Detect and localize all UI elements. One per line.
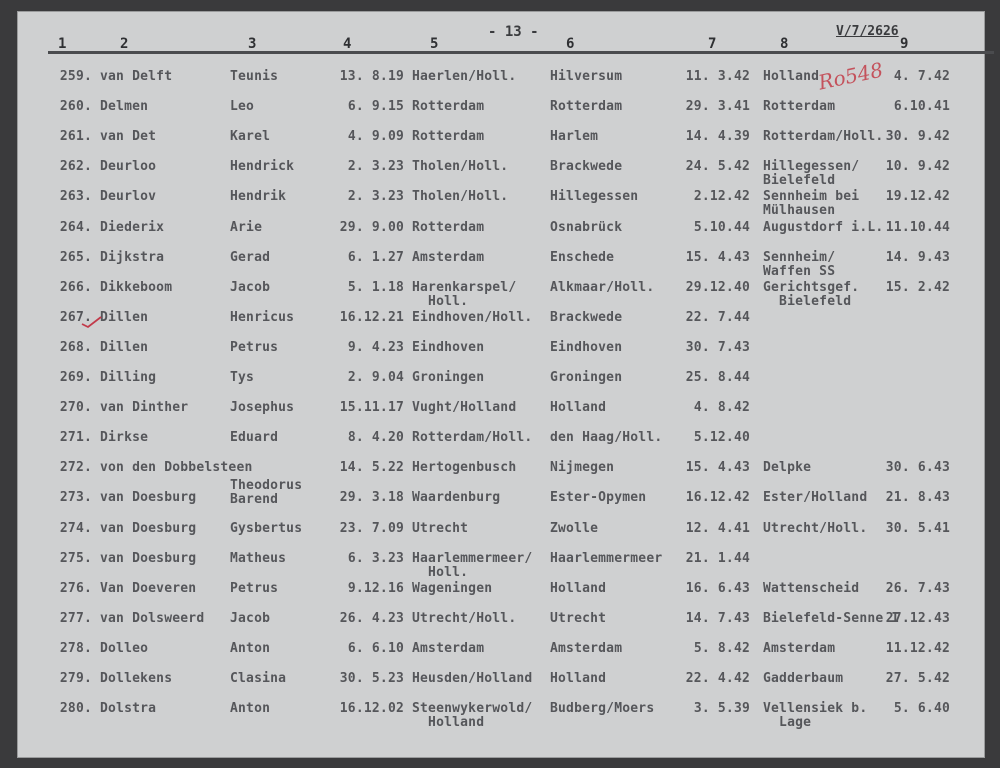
cell-date-out: 5. 6.40	[893, 701, 950, 716]
header-rule	[48, 51, 994, 54]
cell-birthplace: Heusden/Holland	[412, 671, 533, 686]
cell-no: 276.	[59, 581, 92, 596]
cell-residence: Osnabrück	[550, 220, 623, 235]
cell-residence: Holland	[550, 400, 607, 415]
cell-birth: 9.12.16	[347, 581, 404, 596]
cell-first: Jacob	[230, 611, 271, 626]
cell-birth: 6. 6.10	[347, 641, 404, 656]
cell-residence: Brackwede	[550, 159, 623, 174]
cell-date-out: 19.12.42	[885, 189, 950, 204]
cell-birthplace: Utrecht	[412, 521, 469, 536]
cell-no: 263.	[59, 189, 92, 204]
cell-surname: Dijkstra	[100, 250, 165, 265]
cell-first: Anton	[230, 701, 271, 716]
cell-dest: Wattenscheid	[763, 581, 860, 596]
cell-surname: Van Doeveren	[100, 581, 197, 596]
cell-surname: Deurloo	[100, 159, 157, 174]
cell-date-out: 11.12.42	[885, 641, 950, 656]
cell-surname: Dolleo	[100, 641, 149, 656]
column-number-4: 4	[343, 36, 352, 52]
cell-dest: Bielefeld-Senne I	[763, 611, 900, 626]
cell-date-out: 15. 2.42	[885, 280, 950, 295]
cell-no: 278.	[59, 641, 92, 656]
cell-first: Jacob	[230, 280, 271, 295]
document-reference: V/7/2626	[836, 24, 899, 39]
cell-surname: van Delft	[100, 69, 173, 84]
handwritten-annotation: Ro548	[816, 57, 886, 95]
cell-residence: Rotterdam	[550, 99, 623, 114]
cell-date-in: 29.12.40	[685, 280, 750, 295]
cell-dest: Gadderbaum	[763, 671, 844, 686]
cell-date-in: 29. 3.41	[685, 99, 750, 114]
cell-date-in: 2.12.42	[693, 189, 750, 204]
cell-surname: Dirkse	[100, 430, 149, 445]
cell-no: 270.	[59, 400, 92, 415]
cell-dest: Holland	[763, 69, 820, 84]
cell-residence: den Haag/Holl.	[550, 430, 663, 445]
cell-birth: 30. 5.23	[339, 671, 404, 686]
page-number: - 13 -	[488, 24, 539, 40]
cell-birth: 5. 1.18	[347, 280, 404, 295]
cell-date-in: 3. 5.39	[693, 701, 750, 716]
cell-no: 272.	[59, 460, 92, 475]
cell-surname: von den Dobbelsteen	[100, 460, 253, 475]
cell-residence: Haarlemmermeer	[550, 551, 663, 566]
cell-date-in: 16. 6.43	[685, 581, 750, 596]
cell-residence: Harlem	[550, 129, 599, 144]
cell-date-in: 4. 8.42	[693, 400, 750, 415]
column-number-1: 1	[58, 36, 67, 52]
cell-dest: Gerichtsgef. Bielefeld	[763, 280, 860, 309]
cell-no: 266.	[59, 280, 92, 295]
cell-birth: 6. 9.15	[347, 99, 404, 114]
cell-first: Hendrick	[230, 159, 295, 174]
cell-no: 268.	[59, 340, 92, 355]
cell-date-in: 22. 7.44	[685, 310, 750, 325]
cell-date-out: 10. 9.42	[885, 159, 950, 174]
cell-first: Petrus	[230, 581, 279, 596]
cell-dest: Hillegessen/ Bielefeld	[763, 159, 860, 188]
cell-birth: 16.12.21	[339, 310, 404, 325]
column-number-3: 3	[248, 36, 257, 52]
cell-surname: Delmen	[100, 99, 149, 114]
cell-date-out: 30. 6.43	[885, 460, 950, 475]
cell-birth: 2. 9.04	[347, 370, 404, 385]
cell-no: 264.	[59, 220, 92, 235]
cell-first: Eduard	[230, 430, 279, 445]
cell-date-in: 14. 7.43	[685, 611, 750, 626]
cell-date-in: 24. 5.42	[685, 159, 750, 174]
cell-no: 275.	[59, 551, 92, 566]
column-number-7: 7	[708, 36, 717, 52]
cell-birth: 14. 5.22	[339, 460, 404, 475]
cell-birth: 16.12.02	[339, 701, 404, 716]
cell-surname: Diederix	[100, 220, 165, 235]
column-number-2: 2	[120, 36, 129, 52]
cell-birthplace: Groningen	[412, 370, 485, 385]
cell-birth: 2. 3.23	[347, 159, 404, 174]
cell-birth: 2. 3.23	[347, 189, 404, 204]
cell-birth: 29. 9.00	[339, 220, 404, 235]
cell-first: Leo	[230, 99, 255, 114]
cell-birthplace: Tholen/Holl.	[412, 159, 509, 174]
cell-date-in: 15. 4.43	[685, 250, 750, 265]
cell-birthplace: Amsterdam	[412, 250, 485, 265]
cell-residence: Hillegessen	[550, 189, 639, 204]
cell-residence: Nijmegen	[550, 460, 615, 475]
cell-surname: van Doesburg	[100, 551, 197, 566]
cell-date-out: 27.12.43	[885, 611, 950, 626]
cell-date-out: 26. 7.43	[885, 581, 950, 596]
cell-first: Arie	[230, 220, 263, 235]
cell-date-in: 5. 8.42	[693, 641, 750, 656]
cell-date-in: 30. 7.43	[685, 340, 750, 355]
cell-dest: Sennheim/ Waffen SS	[763, 250, 836, 279]
cell-birthplace: Hertogenbusch	[412, 460, 517, 475]
cell-first: Hendrik	[230, 189, 287, 204]
cell-residence: Zwolle	[550, 521, 599, 536]
cell-birth: 8. 4.20	[347, 430, 404, 445]
cell-birthplace: Wageningen	[412, 581, 493, 596]
cell-dest: Rotterdam/Holl.	[763, 129, 884, 144]
cell-dest: Delpke	[763, 460, 812, 475]
cell-birthplace: Tholen/Holl.	[412, 189, 509, 204]
cell-surname: Dilling	[100, 370, 157, 385]
cell-first: Gysbertus	[230, 521, 303, 536]
column-number-6: 6	[566, 36, 575, 52]
cell-birth: 13. 8.19	[339, 69, 404, 84]
cell-birth: 6. 1.27	[347, 250, 404, 265]
cell-surname: Dolstra	[100, 701, 157, 716]
cell-birthplace: Harenkarspel/ Holl.	[412, 280, 517, 309]
cell-date-out: 21. 8.43	[885, 490, 950, 505]
cell-dest: Amsterdam	[763, 641, 836, 656]
cell-no: 260.	[59, 99, 92, 114]
cell-date-in: 11. 3.42	[685, 69, 750, 84]
cell-residence: Ester-Opymen	[550, 490, 647, 505]
cell-first: Gerad	[230, 250, 271, 265]
cell-birthplace: Rotterdam/Holl.	[412, 430, 533, 445]
cell-residence: Budberg/Moers	[550, 701, 655, 716]
column-number-9: 9	[900, 36, 909, 52]
cell-birthplace: Steenwykerwold/ Holland	[412, 701, 533, 730]
cell-date-in: 14. 4.39	[685, 129, 750, 144]
cell-no: 262.	[59, 159, 92, 174]
cell-birth: 29. 3.18	[339, 490, 404, 505]
cell-dest: Vellensiek b. Lage	[763, 701, 868, 730]
cell-surname: Dillen	[100, 340, 149, 355]
document-page	[18, 12, 984, 757]
cell-date-in: 5.12.40	[693, 430, 750, 445]
column-number-8: 8	[780, 36, 789, 52]
cell-birthplace: Haarlemmermeer/ Holl.	[412, 551, 533, 580]
cell-surname: Dillen	[100, 310, 149, 325]
cell-no: 279.	[59, 671, 92, 686]
cell-date-out: 30. 5.41	[885, 521, 950, 536]
cell-date-in: 12. 4.41	[685, 521, 750, 536]
cell-date-out: 4. 7.42	[893, 69, 950, 84]
cell-birthplace: Waardenburg	[412, 490, 501, 505]
cell-date-in: 21. 1.44	[685, 551, 750, 566]
cell-residence: Brackwede	[550, 310, 623, 325]
cell-first: Matheus	[230, 551, 287, 566]
cell-surname: Dikkeboom	[100, 280, 173, 295]
cell-surname: van Dolsweerd	[100, 611, 205, 626]
cell-first: Petrus	[230, 340, 279, 355]
column-number-5: 5	[430, 36, 439, 52]
cell-birthplace: Eindhoven	[412, 340, 485, 355]
cell-date-out: 27. 5.42	[885, 671, 950, 686]
cell-no: 267.	[59, 310, 92, 325]
cell-first: Anton	[230, 641, 271, 656]
cell-date-in: 5.10.44	[693, 220, 750, 235]
cell-residence: Holland	[550, 671, 607, 686]
cell-dest: Ester/Holland	[763, 490, 868, 505]
cell-residence: Eindhoven	[550, 340, 623, 355]
cell-birthplace: Utrecht/Holl.	[412, 611, 517, 626]
cell-date-in: 15. 4.43	[685, 460, 750, 475]
cell-residence: Amsterdam	[550, 641, 623, 656]
cell-birthplace: Haerlen/Holl.	[412, 69, 517, 84]
cell-no: 271.	[59, 430, 92, 445]
cell-dest: Sennheim bei Mülhausen	[763, 189, 860, 218]
cell-residence: Hilversum	[550, 69, 623, 84]
cell-first: Theodorus Barend	[230, 478, 303, 507]
cell-surname: Deurlov	[100, 189, 157, 204]
cell-surname: van Doesburg	[100, 521, 197, 536]
cell-birth: 9. 4.23	[347, 340, 404, 355]
cell-residence: Utrecht	[550, 611, 607, 626]
cell-birthplace: Rotterdam	[412, 129, 485, 144]
cell-birthplace: Rotterdam	[412, 99, 485, 114]
cell-surname: van Doesburg	[100, 490, 197, 505]
cell-surname: Dollekens	[100, 671, 173, 686]
cell-birthplace: Rotterdam	[412, 220, 485, 235]
cell-first: Tys	[230, 370, 255, 385]
cell-no: 261.	[59, 129, 92, 144]
cell-no: 277.	[59, 611, 92, 626]
cell-birth: 23. 7.09	[339, 521, 404, 536]
cell-date-in: 16.12.42	[685, 490, 750, 505]
cell-residence: Groningen	[550, 370, 623, 385]
cell-no: 274.	[59, 521, 92, 536]
cell-date-out: 11.10.44	[885, 220, 950, 235]
cell-first: Henricus	[230, 310, 295, 325]
cell-birth: 6. 3.23	[347, 551, 404, 566]
cell-no: 269.	[59, 370, 92, 385]
cell-residence: Holland	[550, 581, 607, 596]
cell-surname: van Det	[100, 129, 157, 144]
cell-birthplace: Eindhoven/Holl.	[412, 310, 533, 325]
cell-first: Karel	[230, 129, 271, 144]
cell-date-in: 22. 4.42	[685, 671, 750, 686]
cell-birth: 4. 9.09	[347, 129, 404, 144]
cell-residence: Alkmaar/Holl.	[550, 280, 655, 295]
cell-residence: Enschede	[550, 250, 615, 265]
cell-no: 280.	[59, 701, 92, 716]
cell-dest: Augustdorf i.L.	[763, 220, 884, 235]
checkmark-icon	[81, 315, 103, 329]
cell-dest: Utrecht/Holl.	[763, 521, 868, 536]
cell-date-out: 30. 9.42	[885, 129, 950, 144]
cell-no: 273.	[59, 490, 92, 505]
cell-first: Teunis	[230, 69, 279, 84]
cell-first: Josephus	[230, 400, 295, 415]
cell-birth: 26. 4.23	[339, 611, 404, 626]
cell-surname: van Dinther	[100, 400, 189, 415]
cell-no: 259.	[59, 69, 92, 84]
cell-birthplace: Amsterdam	[412, 641, 485, 656]
cell-birth: 15.11.17	[339, 400, 404, 415]
cell-birthplace: Vught/Holland	[412, 400, 517, 415]
cell-date-out: 14. 9.43	[885, 250, 950, 265]
cell-first: Clasina	[230, 671, 287, 686]
cell-date-out: 6.10.41	[893, 99, 950, 114]
cell-no: 265.	[59, 250, 92, 265]
cell-dest: Rotterdam	[763, 99, 836, 114]
cell-date-in: 25. 8.44	[685, 370, 750, 385]
